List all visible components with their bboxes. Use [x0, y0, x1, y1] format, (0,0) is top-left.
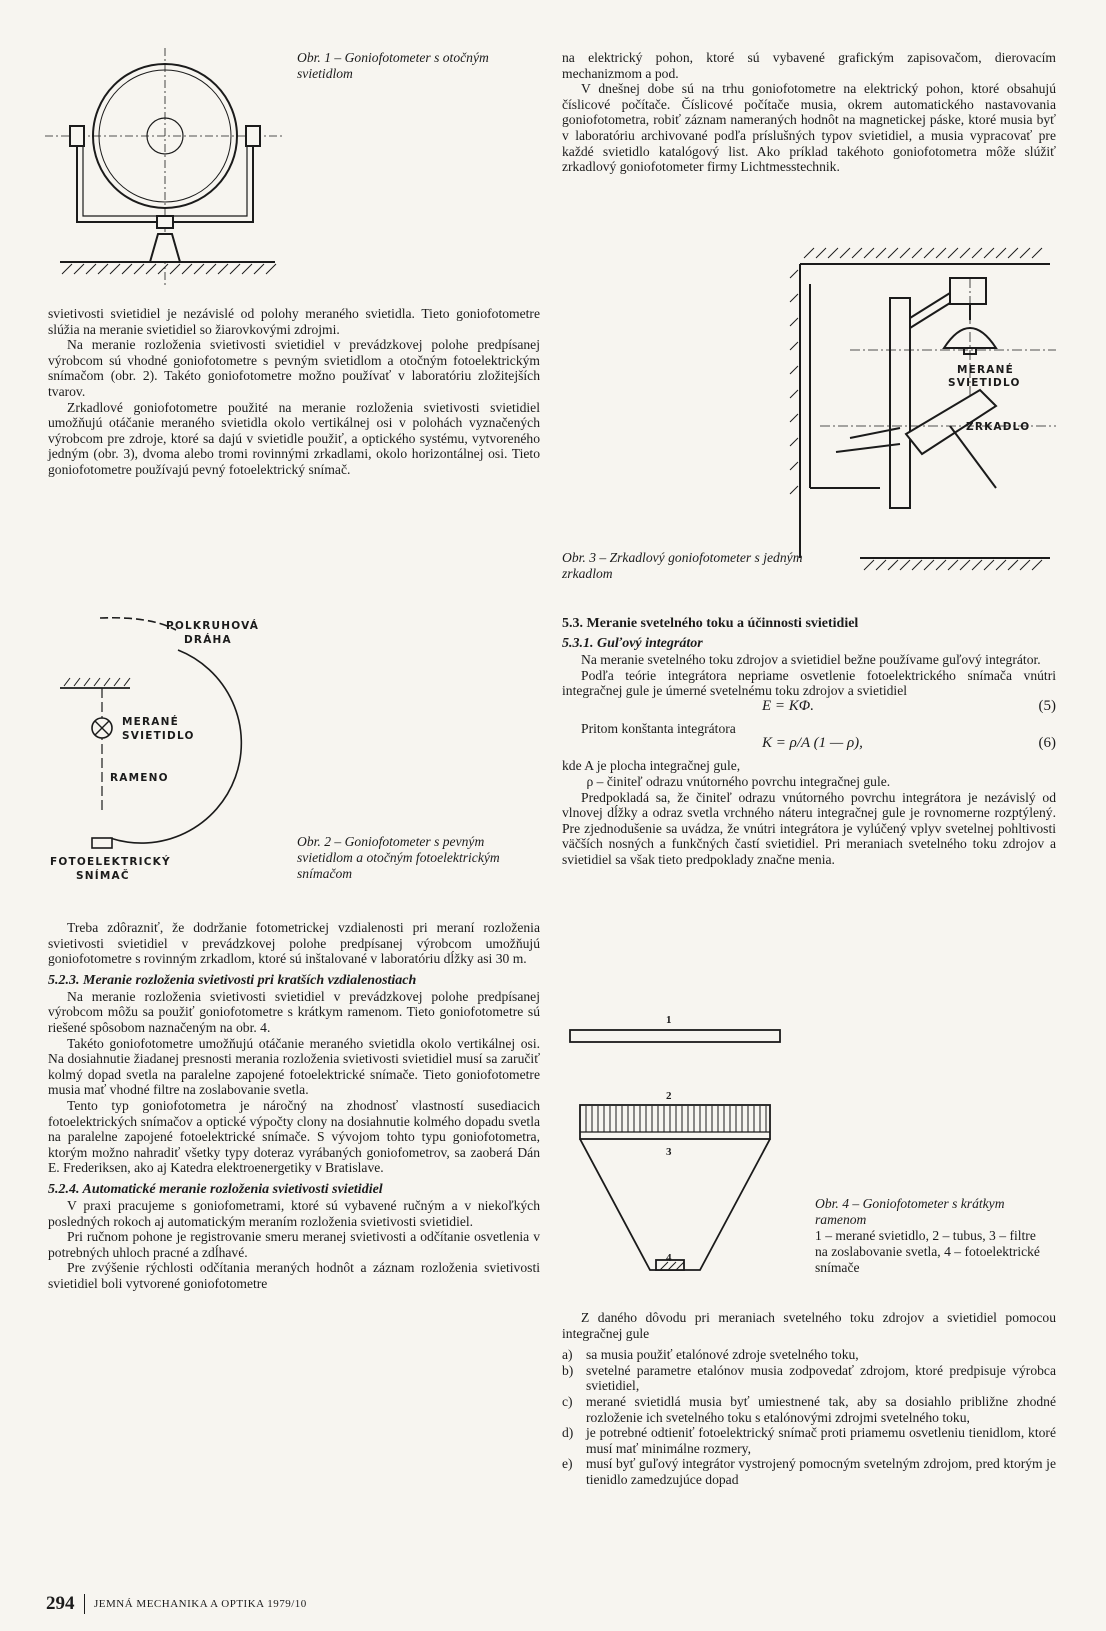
- fig1-caption: Obr. 1 – Goniofotometer s otočným svietidlom: [297, 50, 489, 81]
- fig2-label-svietidlo: SVIETIDLO: [122, 730, 195, 742]
- fig3-label-svietidlo: SVIETIDLO: [948, 377, 1021, 389]
- list-item: [562, 1394, 1056, 1425]
- list-marker: c): [562, 1393, 573, 1409]
- paragraph: Takéto goniofotometre umožňujú otáčanie meraného svietidla okolo vertikálnej osi. Na dosiahnutie žiadanej presnosti merania rozloženia svietivosti svietidiel musí sa zaručiť kolmý dopad svetla na paralelne zapojené fotoelektrické snímače. Tieto goniofotometre musia mať vhodné filtre na zoslabovanie svetla.: [48, 1035, 540, 1098]
- paragraph: Na meranie svetelného toku zdrojov a svietidiel bežne používame guľový integrátor.: [581, 652, 1041, 667]
- fig3-caption: Obr. 3 – Zrkadlový goniofotometer s jedným zrkadlom: [562, 550, 803, 581]
- fig2-caption: Obr. 2 – Goniofotometer s pevným svietidlom a otočným fotoelektrickým snímačom: [297, 834, 500, 881]
- paragraph: Treba zdôrazniť, že dodržanie fotometrickej vzdialenosti pri meraní rozloženia svietivosti svietidiel v prevádzkovej polohe predpísanej výrobcom umožňujú goniofotometre s rovinným zrkadlom, ktoré sú inštalované v laboratóriu dĺžky asi 30 m.: [48, 920, 540, 967]
- paragraph: Na meranie rozloženia svietivosti svietidiel v prevádzkovej polohe predpísanej výrobcom sú vhodné goniofotometre s pevným svietidlom a otočným fotoelektrickým snímačom (obr. 2). Takéto goniofotometre možno používať v laboratóriu zložitejších tvarov.: [48, 337, 540, 399]
- paragraph: V praxi pracujeme s goniofometrami, ktoré sú vybavené ručným a v niekoľkých posledných rokoch aj automatickým meraním rozloženia svietivosti svietidiel.: [48, 1197, 540, 1229]
- page-number: 294: [46, 1593, 75, 1614]
- paragraph: Tento typ goniofotometra je náročný na zhodnosť vlastností susediacich fotoelektrických snímačov a optické výpočty clony na dosiahnutie kolmého dopadu svetla na paralelne zapojené fotoelektrické snímače. S vývojom tohto typu goniofotometra, ktorým možno nahradiť všetky typy doteraz vyrábaných goniofometrov, sa zaoberá Dán E. Frederiksen, ako aj Katedra elektroenergetiky v Bratislave.: [48, 1097, 540, 1176]
- fig4-number-3: 3: [666, 1146, 672, 1158]
- paragraph: svietivosti svietidiel je nezávislé od polohy meraného svietidla. Tieto goniofotometre slúžia na meranie svietidiel so žiarovkovými zdrojmi.: [48, 306, 540, 337]
- section-heading: 5.3.1. Guľový integrátor: [562, 636, 703, 651]
- list-marker: b): [562, 1362, 574, 1378]
- fig2-label-rameno: RAMENO: [110, 772, 169, 784]
- fig4-drawing: [560, 1020, 800, 1290]
- paragraph: V dnešnej dobe sú na trhu goniofotometre na elektrický pohon, ktoré obsahujú číslicové počítače. Číslicové počítače musia, okrem automatického nastavovania goniofotometra, robiť záznam nameraných hodnôt na magnetickej páske, ktoré musia byť v laboratóriu archivované podľa príslušných typov svietidiel, a musia vypracovať pre každé svietidlo katalógový list. Ako príklad takéhoto goniofotometra môže slúžiť zrkadlový goniofotometer firmy Lichtmesstechnik.: [562, 81, 1056, 175]
- paragraph: na elektrický pohon, ktoré sú vybavené grafickým zapisovačom, dierovacím mechanizmom a pod.: [562, 50, 1056, 81]
- section-heading: 5.2.4. Automatické meranie rozloženia svietivosti svietidiel: [48, 1181, 383, 1197]
- paragraph: Predpokladá sa, že činiteľ odrazu vnútorného povrchu integrátora je nezávislý od vlnovej dĺžky a odraz svetla vrchného náteru integračnej gule je rovnomerne rozptýlený. Pre zjednodušenie sa uvádza, že vnútri integrátora je vylúčený vplyv svetelnej pohltivosti väčších nosných a funkčných častí svietidiel. Pri meraniach svetelného toku zdrojov a svietidiel sa však tieto predpoklady značne menia.: [562, 789, 1056, 867]
- right-low-text: [562, 1310, 1056, 1488]
- list-item: [562, 1425, 1056, 1456]
- paragraph: ρ – činiteľ odrazu vnútorného povrchu integračnej gule.: [586, 773, 891, 789]
- fig2-label-polkruhova: POLKRUHOVÁ: [166, 620, 260, 632]
- fig4-caption-title: Obr. 4 – Goniofotometer s krátkym ramenom: [815, 1196, 1005, 1227]
- left-low-text: [48, 920, 540, 1291]
- equation-body: E = KΦ.: [762, 697, 814, 714]
- paragraph: Zrkadlové goniofotometre použité na meranie rozloženia svietivosti svietidiel umožňujú otáčanie meraného svietidla okolo vertikálnej osi v polohách vyznačených výrobcom pre zdroje, ktoré sa dajú v svietidle použiť, a optického systému, vytvoreného jedným (obr. 3), dvoma alebo tromi rovinnými zrkadlami, okolo horizontálnej osi. Tieto goniofotometre používajú pevný fotoelektrický snímač.: [48, 399, 540, 477]
- equation-number: (6): [1038, 735, 1056, 752]
- equation-6: [562, 736, 1056, 758]
- paragraph: Z daného dôvodu pri meraniach svetelného toku zdrojov a svietidiel pomocou integračnej gule: [562, 1310, 1056, 1341]
- list-marker: a): [562, 1347, 573, 1363]
- requirements-list: [562, 1347, 1056, 1487]
- list-item: [562, 1363, 1056, 1394]
- list-item-text: sa musia použiť etalónové zdroje svetelného toku,: [586, 1347, 859, 1363]
- list-item-text: musí byť guľový integrátor vystrojený pomocným svetelným zdrojom, pred ktorým je tienidlo zamedzujúce dopad: [586, 1456, 1056, 1487]
- list-item: [562, 1347, 1056, 1363]
- page-footer: [46, 1593, 307, 1615]
- fig2-label-foto: FOTOELEKTRICKÝ: [50, 856, 171, 868]
- section-heading: 5.3. Meranie svetelného toku a účinnosti svietidiel: [562, 616, 859, 631]
- equation-5: [562, 699, 1056, 721]
- fig2-label-merane: MERANÉ: [122, 716, 179, 728]
- fig4-caption: [815, 1196, 1051, 1276]
- section-heading: 5.2.3. Meranie rozloženia svietivosti pri kratších vzdialenostiach: [48, 972, 417, 988]
- list-item-text: svetelné parametre etalónov musia zodpovedať zdrojom, ktoré predpisuje výrobca svietidiel,: [586, 1362, 1056, 1394]
- left-mid-text: [48, 306, 540, 478]
- list-marker: d): [562, 1425, 574, 1441]
- fig4-number-1: 1: [666, 1014, 672, 1026]
- paragraph: kde A je plocha integračnej gule,: [562, 758, 741, 774]
- list-item: [562, 1456, 1056, 1487]
- list-marker: e): [562, 1456, 573, 1472]
- fig4-number-4: 4: [666, 1252, 672, 1264]
- paragraph: Na meranie rozloženia svietivosti svietidiel v prevádzkovej polohe predpísanej výrobcom môžu sa použiť goniofotometre s krátkym ramenom. Tieto goniofotometre sú riešené spôsobom naznačeným na obr. 4.: [48, 988, 540, 1035]
- right-top-text: [562, 50, 1056, 175]
- equation-body: K = ρ/A (1 — ρ),: [762, 735, 863, 752]
- fig3-label-merane: MERANÉ: [957, 364, 1014, 376]
- paragraph: Podľa teórie integrátora nepriame osvetlenie fotoelektrického snímača vnútri integračnej gule je úmerné svetelnému toku zdrojov a svietidiel: [562, 667, 1056, 699]
- fig2-label-draha: DRÁHA: [184, 634, 232, 646]
- list-item-text: merané svietidlá musia byť umiestnené tak, aby sa dosiahlo približne zhodné rozloženie ich svetelného toku s etalónovými zdrojmi svetelného toku,: [586, 1393, 1056, 1425]
- fig4-caption-legend: 1 – merané svietidlo, 2 – tubus, 3 – filtre na zoslabovanie svetla, 4 – fotoelektrické snímače: [815, 1228, 1040, 1275]
- fig3-drawing: [800, 258, 1056, 578]
- paragraph: Pri ručnom pohone je registrovanie smeru meranej svietivosti a odčítanie osvetlenia v potrebných uhloch pracné a zdĺhavé.: [48, 1229, 540, 1260]
- fig3-label-zrkadlo: ZRKADLO: [966, 421, 1031, 433]
- footer-divider: [84, 1594, 86, 1614]
- fig1-drawing: [40, 48, 290, 288]
- paragraph: Pritom konštanta integrátora: [581, 720, 736, 736]
- right-mid-text: [562, 612, 1056, 868]
- equation-number: (5): [1038, 697, 1056, 714]
- fig4-number-2: 2: [666, 1090, 672, 1102]
- fig2-label-snimac: SNÍMAČ: [76, 870, 130, 882]
- paragraph: Pre zvýšenie rýchlosti odčítania meraných hodnôt a záznam rozloženia svietivosti svietidiel boli vytvorené goniofotometre: [48, 1260, 540, 1291]
- journal-name: JEMNÁ MECHANIKA A OPTIKA 1979/10: [94, 1598, 307, 1610]
- list-item-text: je potrebné odtieniť fotoelektrický snímač proti priamemu osvetleniu tienidlom, ktoré musí mať minimálne rozmery,: [586, 1425, 1056, 1456]
